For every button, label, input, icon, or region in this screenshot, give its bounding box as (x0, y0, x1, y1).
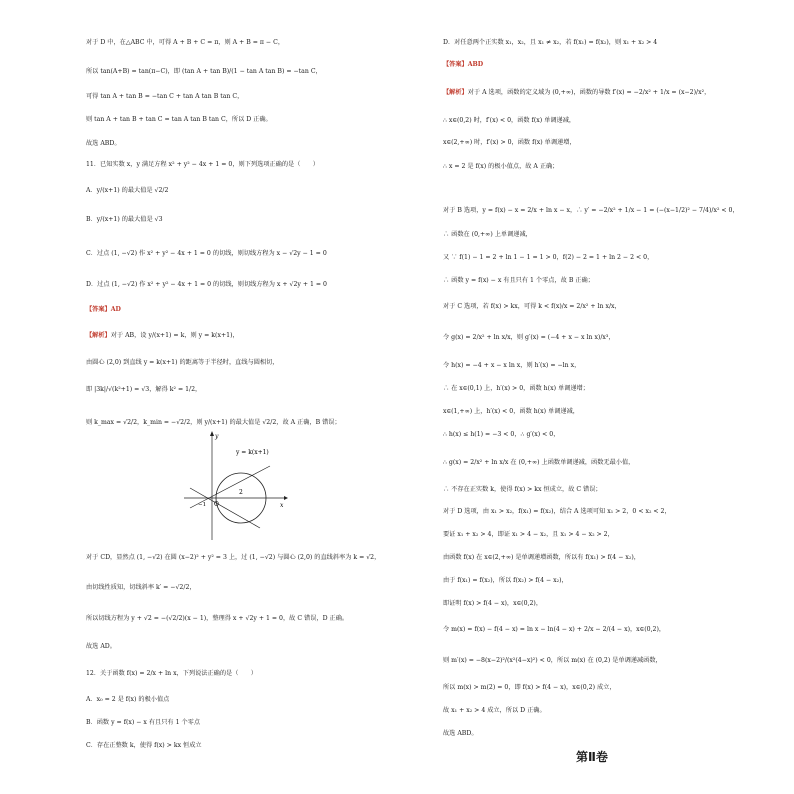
y-axis-arrow (210, 431, 214, 436)
left-line: B．y/(x+1) 的最大值是 √3 (86, 216, 163, 223)
right-line: 故 x₁ + x₂ > 4 成立，所以 D 正确。 (443, 707, 546, 714)
right-line: ∴ 函数 y = f(x) − x 有且只有 1 个零点，故 B 正确； (443, 277, 594, 284)
left-line: A．y/(x+1) 的最大值是 √2/2 (86, 187, 169, 194)
left-line: 故选 ABD。 (86, 140, 121, 147)
answer-label: 【答案】AD (86, 306, 121, 313)
left-line: 对于 D 中，在△ABC 中，可得 A + B + C = π，则 A + B = π − C， (86, 39, 285, 46)
left-line: 11．已知实数 x，y 满足方程 x² + y² − 4x + 1 = 0，则下列选项正确的是（ ） (86, 161, 319, 168)
analysis-label: 【解析】 (443, 89, 468, 96)
left-line: A．x₀ = 2 是 f(x) 的极小值点 (86, 696, 170, 703)
x-axis-arrow (284, 496, 288, 500)
left-line: 则 tan A + tan B + tan C = tan A tan B tan C，所以 D 正确。 (86, 116, 272, 123)
left-line: B．函数 y = f(x) − x 有且只有 1 个零点 (86, 719, 201, 726)
left-line: 所以 tan(A+B) = tan(π−C)，即 (tan A + tan B)/(1 − tan A tan B) = −tan C， (86, 68, 322, 75)
right-line: 对于 C 选项，若 f(x) > kx，可得 k < f(x)/x = 2/x² + ln x/x， (443, 303, 621, 310)
right-line: D．对任意两个正实数 x₁，x₂，且 x₁ ≠ x₂，若 f(x₁) = f(x₂)，则 x₁ + x₂ > 4 (443, 39, 658, 46)
circle-tangent-figure (180, 428, 290, 543)
right-line: 由于 f(x₁) = f(x₂)，所以 f(x₂) > f(4 − x₂)， (443, 577, 568, 584)
right-line: ∴ 函数在 (0,+∞) 上单调递减， (443, 231, 532, 238)
left-line: C．存在正整数 k，使得 f(x) > kx 恒成立 (86, 742, 202, 749)
left-line: D．过点 (1, −√2) 作 x² + y² − 4x + 1 = 0 的切线，则切线方程为 x + √2y + 1 = 0 (86, 281, 327, 288)
analysis-line: 【解析】对于 AB，设 y/(x+1) = k，则 y = k(x+1)， (86, 332, 239, 339)
right-line: 又 ∵ f(1) − 1 = 2 + ln 1 − 1 = 1 > 0，f(2) − 2 = 1 + ln 2 − 2 < 0， (443, 254, 654, 261)
line-label: y = k(x+1) (236, 449, 269, 456)
right-line: ∴ x∈(0,2) 时，f′(x) < 0，函数 f(x) 单调递减， (443, 117, 576, 124)
left-line: 即 |3k|/√(k²+1) = √3，解得 k² = 1/2， (86, 386, 202, 393)
right-line: x∈(1,+∞) 上，h′(x) < 0，函数 h(x) 单调递减， (443, 408, 579, 415)
right-line: 所以 m(x) > m(2) = 0，即 f(x) > f(4 − x)，x∈(0,2) 成立， (443, 684, 616, 691)
analysis-label: 【解析】 (86, 332, 111, 339)
tick-neg1-label: −1 (198, 502, 207, 508)
answer-label: 【答案】ABD (443, 61, 484, 68)
right-line: 令 h(x) = −4 + x − x ln x，则 h′(x) = −ln x， (443, 362, 581, 369)
right-line: 对于 D 选项，由 x₁ > x₂，f(x₁) = f(x₂)，结合 A 选项可知 x₁ > 2，0 < x₂ < 2， (443, 508, 671, 515)
left-line: 可得 tan A + tan B = −tan C + tan A tan B tan C， (86, 93, 244, 100)
x-axis-label: x (280, 502, 284, 509)
right-line: 对于 B 选项，y = f(x) − x = 2/x + ln x − x，∴ y′ = −2/x² + 1/x − 1 = (−(x−1/2)² − 7/4)/x² < 0， (443, 207, 739, 214)
right-line: x∈(2,+∞) 时，f′(x) > 0，函数 f(x) 单调递增， (443, 139, 576, 146)
right-line: 要证 x₁ + x₂ > 4，即证 x₁ > 4 − x₂，且 x₁ > 4 − x₂ > 2， (443, 531, 614, 538)
left-line: 所以切线方程为 y + √2 = −(√2/2)(x − 1)，整理得 x + √2y + 1 = 0，故 C 错误，D 正确。 (86, 615, 349, 622)
right-line: 令 g(x) = 2/x² + ln x/x，则 g′(x) = (−4 + x − x ln x)/x³， (443, 334, 615, 341)
left-line: 则 k_max = √2/2，k_min = −√2/2，则 y/(x+1) 的最大值是 √2/2，故 A 正确，B 错误； (86, 419, 341, 426)
right-line: 令 m(x) = f(x) − f(4 − x) = ln x − ln(4 − x) + 2/x − 2/(4 − x)，x∈(0,2)， (443, 626, 666, 633)
right-line: 由函数 f(x) 在 x∈(2,+∞) 是单调递增函数，所以有 f(x₁) > f(4 − x₂)， (443, 554, 640, 561)
right-line: ∴ h(x) ≤ h(1) = −3 < 0，∴ g′(x) < 0， (443, 431, 560, 438)
tick-2-label: 2 (239, 489, 243, 496)
right-line: ∴ 在 x∈(0,1) 上，h′(x) > 0，函数 h(x) 单调递增； (443, 385, 589, 392)
section-title: 第Ⅱ卷 (576, 750, 608, 764)
left-line: 对于 CD，显然点 (1, −√2) 在圆 (x−2)² + y² = 3 上，过 (1, −√2) 与圆心 (2,0) 的直线斜率为 k = √2， (86, 554, 381, 561)
y-axis-label: y (215, 433, 219, 440)
analysis-line: 【解析】对于 A 选项，函数的定义域为 (0,+∞)，函数的导数 f′(x) = −2/x² + 1/x = (x−2)/x²， (443, 89, 711, 96)
origin-label: O (214, 501, 219, 508)
right-line: ∴ x = 2 是 f(x) 的极小值点，故 A 正确； (443, 163, 559, 170)
right-line: 故选 ABD。 (443, 730, 478, 737)
left-line: 由切线性质知，切线斜率 k′ = −√2/2， (86, 584, 196, 591)
right-line: ∴ g(x) = 2/x² + ln x/x 在 (0,+∞) 上函数单调递减，函数无最小值， (443, 459, 635, 466)
left-line: 12．关于函数 f(x) = 2/x + ln x，下列说法正确的是（ ） (86, 670, 257, 677)
left-line: C．过点 (1, −√2) 作 x² + y² − 4x + 1 = 0 的切线，则切线方程为 x − √2y − 1 = 0 (86, 250, 327, 257)
tangent-line-lower (190, 488, 260, 528)
left-line: 故选 AD。 (86, 643, 116, 650)
right-line: 则 m′(x) = −8(x−2)²/(x²(4−x)²) < 0，所以 m(x) 在 (0,2) 是单调递减函数， (443, 657, 662, 664)
left-line: 由圆心 (2,0) 到直线 y = k(x+1) 的距离等于半径时，直线与圆相切， (86, 359, 279, 366)
right-line: ∴ 不存在正实数 k，使得 f(x) > kx 恒成立，故 C 错误； (443, 486, 602, 493)
right-line: 即证明 f(x) > f(4 − x)，x∈(0,2)， (443, 600, 543, 607)
